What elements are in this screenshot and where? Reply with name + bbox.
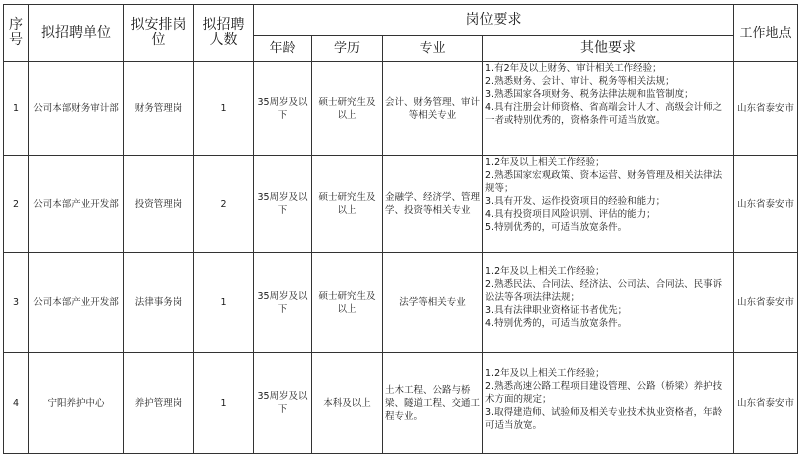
cell-position: 法律事务岗 xyxy=(124,253,194,353)
cell-position: 养护管理岗 xyxy=(124,353,194,454)
table-row xyxy=(4,353,798,454)
cell-unit: 公司本部财务审计部 xyxy=(29,62,124,156)
cell-major: 法学等相关专业 xyxy=(383,253,483,353)
requirement-item: 2.熟悉财务、会计、审计、税务等相关法规； xyxy=(485,76,675,87)
header-seq: 序号 xyxy=(4,5,29,62)
cell-other-requirements xyxy=(483,253,734,353)
requirement-item: 2.熟悉国家宏观政策、资本运营、财务管理及相关法律法规等； xyxy=(485,170,723,194)
cell-seq: 1 xyxy=(4,62,29,156)
requirement-item: 2.熟悉民法、合同法、经济法、公司法、合同法、民事诉讼法等各项法律法规； xyxy=(485,279,723,303)
cell-other-requirements xyxy=(483,62,734,156)
requirement-item: 1.2年及以上相关工作经验； xyxy=(485,368,605,379)
cell-unit: 公司本部产业开发部 xyxy=(29,253,124,353)
table-row xyxy=(4,156,798,253)
cell-count: 1 xyxy=(194,62,254,156)
cell-seq: 4 xyxy=(4,353,29,454)
requirement-item: 3.取得建造师、试验师及相关专业技术执业资格者，年龄可适当放宽。 xyxy=(485,407,723,431)
cell-age: 35周岁及以下 xyxy=(254,156,312,253)
requirement-item: 4.具有投资项目风险识别、评估的能力； xyxy=(485,209,656,220)
requirement-item: 3.熟悉国家各项财务、税务法律法规和监管制度； xyxy=(485,89,694,100)
requirement-item: 3.具有开发、运作投资项目的经验和能力； xyxy=(485,196,666,207)
cell-education: 本科及以上 xyxy=(312,353,383,454)
header-unit: 拟招聘单位 xyxy=(29,5,124,62)
cell-seq: 2 xyxy=(4,156,29,253)
cell-age: 35周岁及以下 xyxy=(254,353,312,454)
cell-count: 2 xyxy=(194,156,254,253)
header-location: 工作地点 xyxy=(734,5,798,62)
requirement-item: 5.特别优秀的，可适当放宽条件。 xyxy=(485,222,628,233)
cell-age: 35周岁及以下 xyxy=(254,62,312,156)
table-header xyxy=(4,5,798,62)
requirement-item: 2.熟悉高速公路工程项目建设管理、公路（桥梁）养护技术方面的规定； xyxy=(485,381,723,405)
cell-major: 会计、财务管理、审计等相关专业 xyxy=(383,62,483,156)
cell-age: 35周岁及以下 xyxy=(254,253,312,353)
table-body xyxy=(4,62,798,454)
table-row xyxy=(4,253,798,353)
header-education: 学历 xyxy=(312,36,383,62)
cell-seq: 3 xyxy=(4,253,29,353)
cell-education: 硕士研究生及以上 xyxy=(312,156,383,253)
cell-education: 硕士研究生及以上 xyxy=(312,62,383,156)
requirement-item: 3.具有法律职业资格证书者优先； xyxy=(485,305,628,316)
cell-location: 山东省泰安市 xyxy=(734,353,798,454)
cell-count: 1 xyxy=(194,253,254,353)
requirement-item: 4.特别优秀的，可适当放宽条件。 xyxy=(485,318,628,329)
cell-location: 山东省泰安市 xyxy=(734,253,798,353)
cell-position: 财务管理岗 xyxy=(124,62,194,156)
cell-major: 土木工程、公路与桥梁、隧道工程、交通工程专业。 xyxy=(383,353,483,454)
requirement-item: 1.有2年及以上财务、审计相关工作经验； xyxy=(485,63,662,74)
table-row xyxy=(4,62,798,156)
cell-position: 投资管理岗 xyxy=(124,156,194,253)
header-position: 拟安排岗位 xyxy=(124,5,194,62)
header-age: 年龄 xyxy=(254,36,312,62)
cell-location: 山东省泰安市 xyxy=(734,62,798,156)
header-other: 其他要求 xyxy=(483,36,734,62)
cell-count: 1 xyxy=(194,353,254,454)
cell-unit: 公司本部产业开发部 xyxy=(29,156,124,253)
header-count: 拟招聘人数 xyxy=(194,5,254,62)
requirement-item: 1.2年及以上相关工作经验； xyxy=(485,157,605,168)
header-major: 专业 xyxy=(383,36,483,62)
cell-major: 金融学、经济学、管理学、投资等相关专业 xyxy=(383,156,483,253)
cell-other-requirements xyxy=(483,156,734,253)
cell-unit: 宁阳养护中心 xyxy=(29,353,124,454)
cell-other-requirements xyxy=(483,353,734,454)
header-requirements: 岗位要求 xyxy=(254,5,734,36)
requirement-item: 1.2年及以上相关工作经验； xyxy=(485,266,605,277)
cell-education: 硕士研究生及以上 xyxy=(312,253,383,353)
requirement-item: 4.具有注册会计师资格、省高端会计人才、高级会计师之一者或特别优秀的，资格条件可适当放宽。 xyxy=(485,102,723,126)
recruitment-table xyxy=(3,4,798,454)
cell-location: 山东省泰安市 xyxy=(734,156,798,253)
